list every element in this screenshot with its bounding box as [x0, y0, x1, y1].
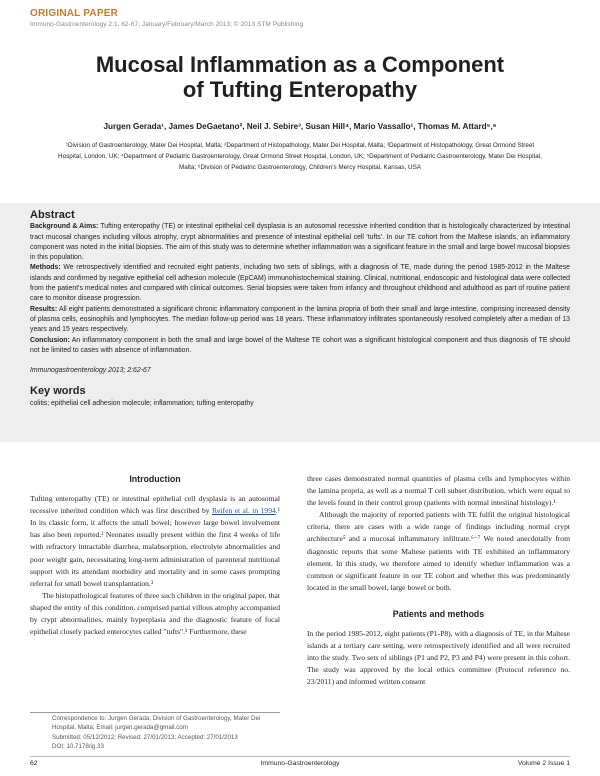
abstract-background — [30, 222, 570, 263]
intro-p1-text: Tufting enteropathy (TE) or intestinal epithelial cell dysplasia is an autosomal recessive inherited condition which was first described by — [30, 494, 280, 516]
abstract-journal-cite: Immunogastroenterology 2013; 2:62-67 — [30, 367, 151, 375]
keywords: colitis; epithelial cell adhesion molecule; inflammation; tufting enteropathy — [30, 399, 254, 407]
footer-divider — [30, 756, 570, 757]
methods-heading: Patients and methods — [392, 608, 485, 619]
article-title — [60, 52, 540, 102]
footnote — [52, 714, 280, 751]
journal-citation: Immuno-Gastroenterology 2:1, 62-67; January/February/March 2013; © 2013 STM Publishing — [30, 21, 304, 28]
intro-paragraph-3: three cases demonstrated normal quantities of plasma cells and lymphocytes within the lamina propria, as well as a normal T cell subset distribution, which were equal to the levels found in their control group (patients with normal intestinal histology).¹ — [307, 474, 570, 508]
abstract-box — [0, 203, 600, 442]
author-list: Jurgen Gerada¹, James DeGaetano², Neil J. Sebire³, Susan Hill⁴, Mario Vassallo¹, Thomas M. Attard⁵,⁶ — [103, 122, 497, 131]
background-text: Tufting enteropathy (TE) or intestinal epithelial cell dysplasia is an autosomal recessive inherited condition that is histologically characterized by intestinal tract mucosal changes including villous atrophy, crypt abnormalities and presence of intestinal epithelial cell 'tufts'. In our TE cohort from the Maltese islands, an inflammatory component was noted in the initial biopsies. The aim of this study was to determine whether inflammation was a significant feature in the small and large bowel mucosal biopsies in this population. — [30, 223, 570, 262]
intro-paragraph-4: Although the majority of reported patients with TE fulfil the original histological criteria, there are cases with a wide range of findings including normal crypt architecture⁵ and a mucosal inflammatory infiltrate.⁶⁻⁷ We noted anecdotally from diagnostic reports that some Maltese patients with TE exhibited an inflammatory element. In this study, we therefore aimed to identify whether inflammation was a common or significant feature in our TE cohort and whether this was predominantly located in the small bowel, large bowel or both. — [307, 510, 570, 592]
abstract-results — [30, 305, 570, 336]
affiliations: ¹Division of Gastroenterology, Mater Dei Hospital, Malta; ²Department of Histopathology, Mater Dei Hospital, Malta; ³Department of Histopathology, Great Ormond Street Hospital, London, UK; ⁴Department of Pediatric Gastroenterology, Great Ormond Street Hospital, London, UK; ⁵Department of Pediatric Gastroenterology, Mater Dei Hospital, Malta; ⁶Division of Pediatric Gastroenterology, Children's Mercy Hospital, Kansas, USA — [58, 142, 542, 171]
title-line-1: Mucosal Inflammation as a Component — [95, 52, 505, 77]
methods-paragraph-1: In the period 1985-2012, eight patients (P1-P8), with a diagnosis of TE, in the Maltese islands at a tertiary care setting, were retrospectively identified and all were recruited into the study. Two sets of siblings (P1 and P2, P3 and P4) were present in this cohort. The study was approved by the local ethics committee (Protocol reference no. 23/2011) and informed written consent — [307, 629, 570, 687]
submission-dates: Submitted: 05/12/2012; Revised: 27/01/2013; Accepted: 27/01/2013 — [52, 733, 238, 741]
background-label: Background & Aims: — [30, 223, 99, 231]
introduction-heading: Introduction — [129, 474, 181, 484]
abstract-methods — [30, 263, 570, 304]
page-number: 62 — [30, 760, 38, 767]
results-text: All eight patients demonstrated a significant chronic inflammatory component in the lamina propria of both their small and large intestine, comprising increased density of plasma cells, eosinophils and lymphocytes. The median follow-up period was 18 years. These inflammatory infiltrates spontaneously resolved completely after a median of 13 years and 15 years respectively. — [30, 305, 570, 334]
intro-p1-text-cont: .¹ In its classic form, it affects the small bowel; however large bowel involvement has also been reported.² Neonates usually present within the first 4 weeks of life with refractory intractable diarrhea, malabsorption, electrolyte abnormalities and poor weight gain, necessitating long-term administration of parenteral nutritional support with its attendant morbidity and mortality and in some cases prompting referral for small bowel transplantation.³ — [30, 506, 280, 588]
conclusion-text: An inflammatory component in both the small and large bowel of the Maltese TE cohort was a significant histological component and thus diagnosis of TE should not be limited to cases with absence of inflammation. — [30, 336, 570, 354]
keywords-heading: Key words — [30, 385, 86, 398]
results-label: Results: — [30, 305, 58, 313]
doi: DOI: 10.7178/ig.33 — [52, 742, 104, 750]
footer-volume: Volume 2 Issue 1 — [517, 760, 570, 767]
abstract-heading: Abstract — [30, 209, 75, 221]
intro-paragraph-1 — [30, 493, 280, 590]
abstract-conclusion — [30, 336, 570, 357]
article-type-label: ORIGINAL PAPER — [30, 8, 118, 19]
correspondence: Correspondence to: Jurgen Gerada, Division of Gastroenterology, Mater Dei Hospital, Malta; Email: jurgen.gerada@gmail.com — [52, 715, 261, 732]
reference-link[interactable]: Reifen et al. in 1994 — [212, 506, 276, 516]
intro-paragraph-2: The histopathological features of three such children in the original paper, that shaped the entity of this condition, comprised partial villous atrophy accompanied by crypt abnormalities, mainly hyperplasia and the diagnostic feature of focal epithelial closely packed enterocytes called "tufts".¹ Furthermore, these — [30, 590, 280, 637]
title-line-2: of Tufting Enteropathy — [182, 77, 418, 102]
footer-journal: Immuno-Gastroenterology — [260, 760, 340, 767]
column-left — [30, 473, 280, 638]
methods-label: Methods: — [30, 264, 61, 272]
methods-text: We retrospectively identified and recruited eight patients, including two sets of siblings, with a diagnosis of TE, made during the period 1985-2012 in the Maltese islands and confirmed by negative epithelial cell adhesion molecule (EpCAM) immunohistochemical staining. Clinical, nutritional, endoscopic and histological data were collected from the patient's medical notes and compared with clinical outcomes. Serial biopsies were taken from infancy and throughout childhood and adulthood as part of routine patient care to monitor disease progression. — [30, 264, 570, 303]
column-right — [307, 473, 570, 689]
footnote-divider — [30, 712, 280, 713]
conclusion-label: Conclusion: — [30, 336, 70, 344]
